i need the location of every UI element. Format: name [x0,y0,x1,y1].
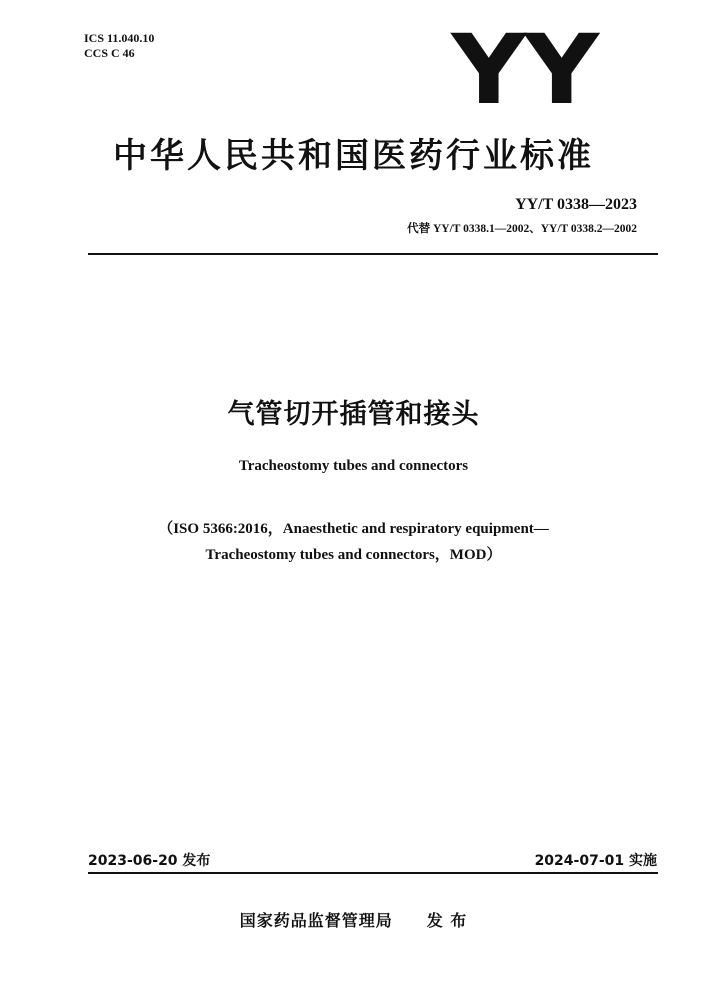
ics-code: ICS 11.040.10 [84,31,155,45]
iso-reference [0,516,707,568]
top-divider [88,253,658,255]
publish-label: 发 布 [426,911,468,930]
classification-codes [84,31,154,61]
page-title: 中华人民共和国医药行业标准 [113,136,594,176]
yy-logo: YY [451,14,597,126]
document-title-zh: 气管切开插管和接头 [227,399,480,430]
implementation-date: 2024-07-01 实施 [534,853,657,869]
bottom-divider [88,872,658,874]
publisher-name: 国家药品监督管理局 [239,911,393,930]
replaces-standards: 代替 YY/T 0338.1—2002、YY/T 0338.2—2002 [407,223,637,235]
iso-reference-line-1: （ISO 5366:2016，Anaesthetic and respiratory equipment— [158,521,549,537]
document-title-en: Tracheostomy tubes and connectors [238,458,469,474]
iso-reference-line-2: Tracheostomy tubes and connectors，MOD） [205,547,502,563]
standard-number: YY/T 0338—2023 [515,196,637,213]
publisher-line [0,908,707,931]
ccs-code: CCS C 46 [84,46,135,60]
publish-date: 2023-06-20 发布 [88,853,211,869]
